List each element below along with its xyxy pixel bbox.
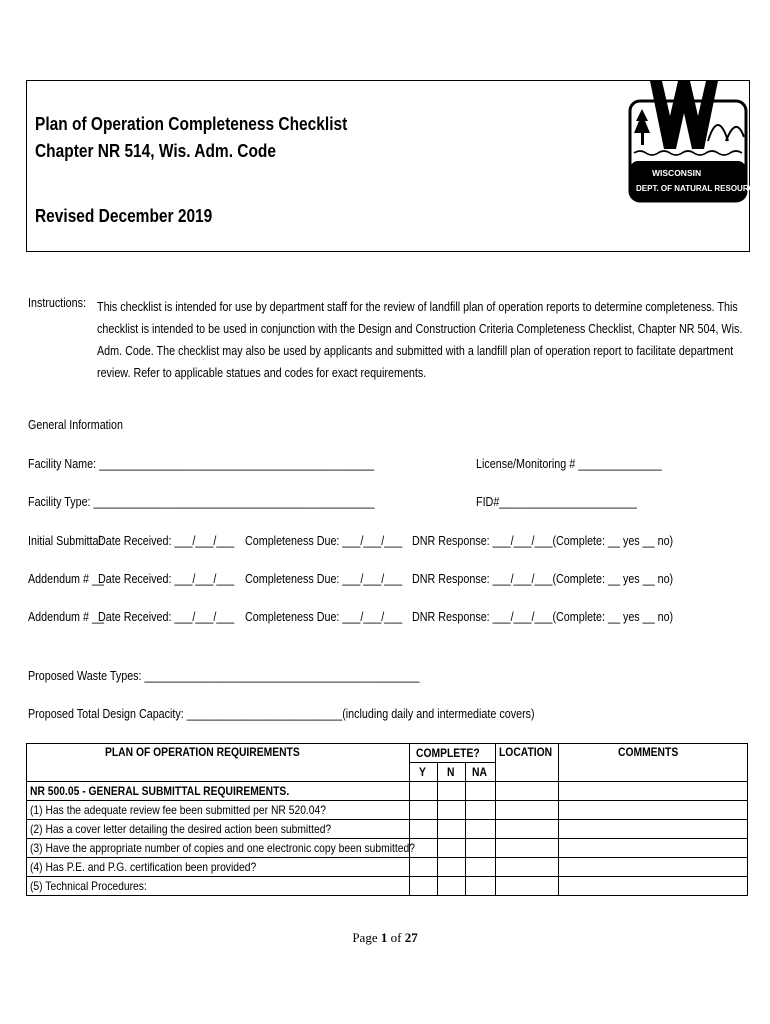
location-cell[interactable] [496,877,559,896]
page-total: 27 [404,930,418,945]
fid-field[interactable]: FID#_______________________ [476,495,637,509]
requirement-text: (4) Has P.E. and P.G. certification been provided? [27,858,410,877]
date-received-field[interactable]: Date Received: ___/___/___ [98,572,235,586]
completeness-due-field[interactable]: Completeness Due: ___/___/___ [245,610,403,624]
table-row [27,877,748,896]
requirements-table [26,743,748,896]
na-cell[interactable] [466,839,496,858]
instructions-line: review. Refer to applicable statues and codes for exact requirements. [97,366,427,380]
general-info-heading: General Information [28,418,124,432]
table-row [27,839,748,858]
page-footer [0,930,770,946]
instructions-line: Adm. Code. The checklist may also be used by applicants and submitted with a landfill plan of operation report to facilitate department [97,344,734,358]
yes-cell[interactable] [410,820,438,839]
na-header: NA [466,763,496,782]
document-title: Plan of Operation Completeness Checklist [35,114,348,134]
na-cell[interactable] [466,877,496,896]
no-cell[interactable] [438,877,466,896]
na-cell[interactable] [466,820,496,839]
document-subtitle: Chapter NR 514, Wis. Adm. Code [35,141,277,161]
requirements-header: PLAN OF OPERATION REQUIREMENTS [27,744,410,782]
comments-cell[interactable] [559,858,748,877]
location-cell[interactable] [496,858,559,877]
table-row [27,820,748,839]
requirement-text: (5) Technical Procedures: [27,877,410,896]
no-cell[interactable] [438,858,466,877]
requirement-section-title: NR 500.05 - GENERAL SUBMITTAL REQUIREMENTS. [27,782,410,801]
comments-header: COMMENTS [559,744,748,782]
no-cell[interactable] [438,839,466,858]
instructions-line: This checklist is intended for use by department staff for the review of landfill plan of operation reports to determine completeness. This [97,300,738,314]
table-header-row [27,744,748,763]
date-received-field[interactable]: Date Received: ___/___/___ [98,534,235,548]
table-row [27,801,748,820]
na-cell[interactable] [466,782,496,801]
submittal-label: Initial Submittal: [28,534,104,548]
location-header: LOCATION [496,744,559,782]
wdnr-logo [628,81,766,203]
yes-cell[interactable] [410,877,438,896]
instructions-label: Instructions: [28,296,86,310]
complete-header: COMPLETE? [410,744,496,763]
dnr-response-field[interactable]: DNR Response: ___/___/___(Complete: __ yes __ no) [412,610,674,624]
location-cell[interactable] [496,839,559,858]
location-cell[interactable] [496,820,559,839]
location-cell[interactable] [496,801,559,820]
dnr-response-field[interactable]: DNR Response: ___/___/___(Complete: __ yes __ no) [412,534,674,548]
no-header: N [438,763,466,782]
waste-types-field[interactable]: Proposed Waste Types: ______________________________________________ [28,669,420,683]
completeness-due-field[interactable]: Completeness Due: ___/___/___ [245,572,403,586]
requirement-text: (1) Has the adequate review fee been submitted per NR 520.04? [27,801,410,820]
license-field[interactable]: License/Monitoring # ______________ [476,457,662,471]
requirement-text: (2) Has a cover letter detailing the desired action been submitted? [27,820,410,839]
completeness-due-field[interactable]: Completeness Due: ___/___/___ [245,534,403,548]
comments-cell[interactable] [559,782,748,801]
no-cell[interactable] [438,820,466,839]
na-cell[interactable] [466,801,496,820]
header-box [26,80,766,252]
page-of: of [387,930,405,945]
no-cell[interactable] [438,801,466,820]
instructions-text [97,296,751,384]
yes-cell[interactable] [410,782,438,801]
comments-cell[interactable] [559,801,748,820]
requirement-text: (3) Have the appropriate number of copies and one electronic copy been submitted? [27,839,410,858]
yes-header: Y [410,763,438,782]
table-row [27,782,748,801]
date-received-field[interactable]: Date Received: ___/___/___ [98,610,235,624]
dnr-response-field[interactable]: DNR Response: ___/___/___(Complete: __ yes __ no) [412,572,674,586]
addendum-label: Addendum # __ [28,610,104,624]
comments-cell[interactable] [559,820,748,839]
location-cell[interactable] [496,782,559,801]
svg-text:WISCONSIN: WISCONSIN [652,168,702,178]
facility-type-field[interactable]: Facility Type: _______________________________________________ [28,495,375,509]
na-cell[interactable] [466,858,496,877]
table-row [27,858,748,877]
comments-cell[interactable] [559,839,748,858]
page-prefix: Page [352,930,381,945]
instructions-line: checklist is intended to be used in conjunction with the Design and Construction Criteria Completeness Checklist, Chapter NR 504, Wis. [97,322,743,336]
svg-text:DEPT. OF NATURAL RESOURCES: DEPT. OF NATURAL RESOURCES [636,184,766,193]
design-capacity-field[interactable]: Proposed Total Design Capacity: __________________________(including daily and intermediate covers) [28,707,535,721]
comments-cell[interactable] [559,877,748,896]
no-cell[interactable] [438,782,466,801]
addendum-label: Addendum # __ [28,572,104,586]
yes-cell[interactable] [410,858,438,877]
yes-cell[interactable] [410,801,438,820]
page-number: 1 [380,930,388,945]
facility-name-field[interactable]: Facility Name: ______________________________________________ [28,457,375,471]
revised-date: Revised December 2019 [35,206,213,226]
